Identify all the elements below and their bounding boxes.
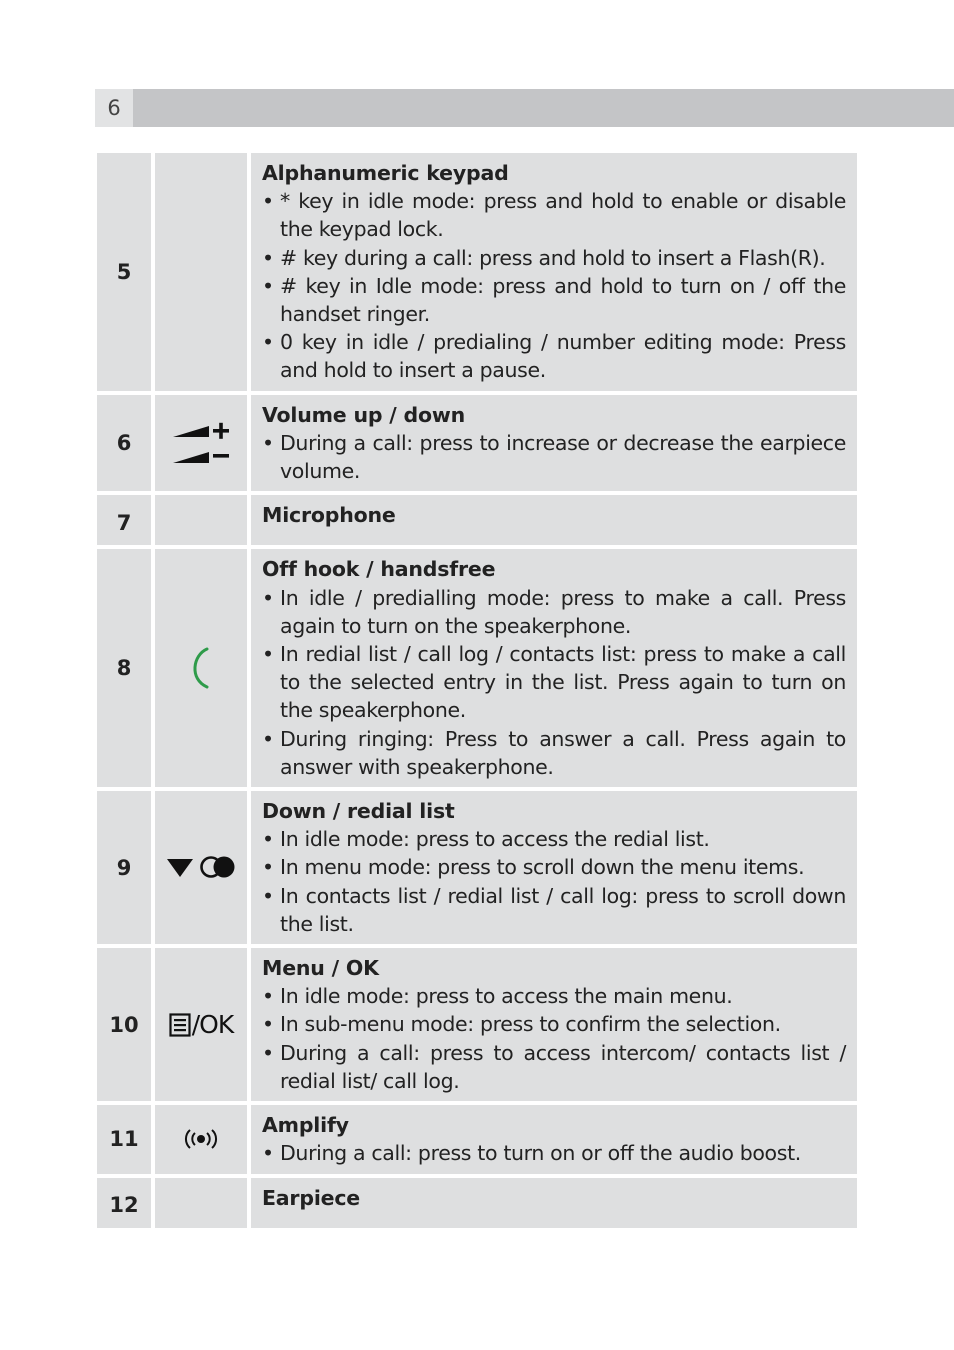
bullet-item: • During a call: press to increase or decrease the earpiece volume. [262,429,846,485]
row-description [251,153,857,391]
table-row [97,395,857,496]
row-number: 5 [97,153,151,391]
menu-list-icon [169,1013,191,1037]
menu-ok-icon [169,1010,234,1039]
bullet-item: • In contacts list / redial list / call log: press to scroll down the list. [262,882,846,938]
bullet-item: • In idle mode: press to access the redial list. [262,825,846,853]
table-row [97,153,857,395]
feature-table [97,153,857,1228]
row-description [251,1178,857,1228]
row-title: Menu / OK [262,956,379,981]
row-description [251,791,857,944]
row-number: 6 [97,395,151,492]
bullet-item: • During a call: press to turn on or off the audio boost. [262,1139,846,1167]
bullet-list [262,584,846,781]
bullet-item: • In redial list / call log / contacts list: press to make a call to the selected entry in the list. Press again to turn on the speakerphone. [262,640,846,725]
table-row [97,549,857,791]
bullet-item: • In menu mode: press to scroll down the menu items. [262,853,846,881]
row-icon-cell [155,948,247,1101]
row-number: 11 [97,1105,151,1173]
row-number: 7 [97,495,151,545]
bullet-item: • During a call: press to access intercom/ contacts list / redial list/ call log. [262,1039,846,1095]
table-row [97,495,857,549]
off-hook-handset-icon [181,643,221,693]
row-icon-cell [155,395,247,492]
row-number: 12 [97,1178,151,1228]
bullet-item: • In idle / predialling mode: press to make a call. Press again to turn on the speakerphone. [262,584,846,640]
row-icon-cell [155,791,247,944]
page-header-bar [95,89,954,127]
bullet-item: • In idle mode: press to access the main menu. [262,982,846,1010]
row-title: Off hook / handsfree [262,557,496,582]
bullet-item: • # key during a call: press and hold to insert a Flash(R). [262,244,846,272]
row-number: 9 [97,791,151,944]
bullet-list [262,187,846,384]
row-title: Microphone [262,503,396,528]
row-title: Alphanumeric keypad [262,161,509,185]
bullet-list [262,1139,846,1167]
volume-up-down-icon [171,418,231,468]
table-row [97,1178,857,1228]
row-title: Amplify [262,1113,349,1138]
amplify-icon [183,1127,219,1151]
ok-label: /OK [191,1010,234,1040]
row-description [251,948,857,1101]
row-description [251,1105,857,1173]
row-icon-cell [155,549,247,787]
row-number: 10 [97,948,151,1101]
row-number: 8 [97,549,151,787]
row-icon-cell [155,495,247,545]
row-icon-cell [155,153,247,391]
row-description [251,495,857,545]
bullet-item: • # key in Idle mode: press and hold to turn on / off the handset ringer. [262,272,846,328]
row-icon-cell [155,1178,247,1228]
row-title: Down / redial list [262,799,455,824]
row-icon-cell [155,1105,247,1173]
row-description [251,395,857,492]
bullet-item: • During ringing: Press to answer a call. Press again to answer with speakerphone. [262,725,846,781]
bullet-list [262,429,846,485]
bullet-item: • 0 key in idle / predialing / number editing mode: Press and hold to insert a pause. [262,328,846,384]
bullet-list [262,982,846,1095]
bullet-item: • In sub-menu mode: press to confirm the selection. [262,1010,846,1038]
down-redial-icon [165,853,237,883]
row-title: Volume up / down [262,402,465,427]
row-description [251,549,857,787]
bullet-item: • * key in idle mode: press and hold to enable or disable the keypad lock. [262,187,846,243]
table-row [97,1105,857,1177]
bullet-list [262,825,846,938]
table-row [97,791,857,948]
table-row [97,948,857,1105]
page-number: 6 [95,89,133,127]
row-title: Earpiece [262,1185,361,1210]
